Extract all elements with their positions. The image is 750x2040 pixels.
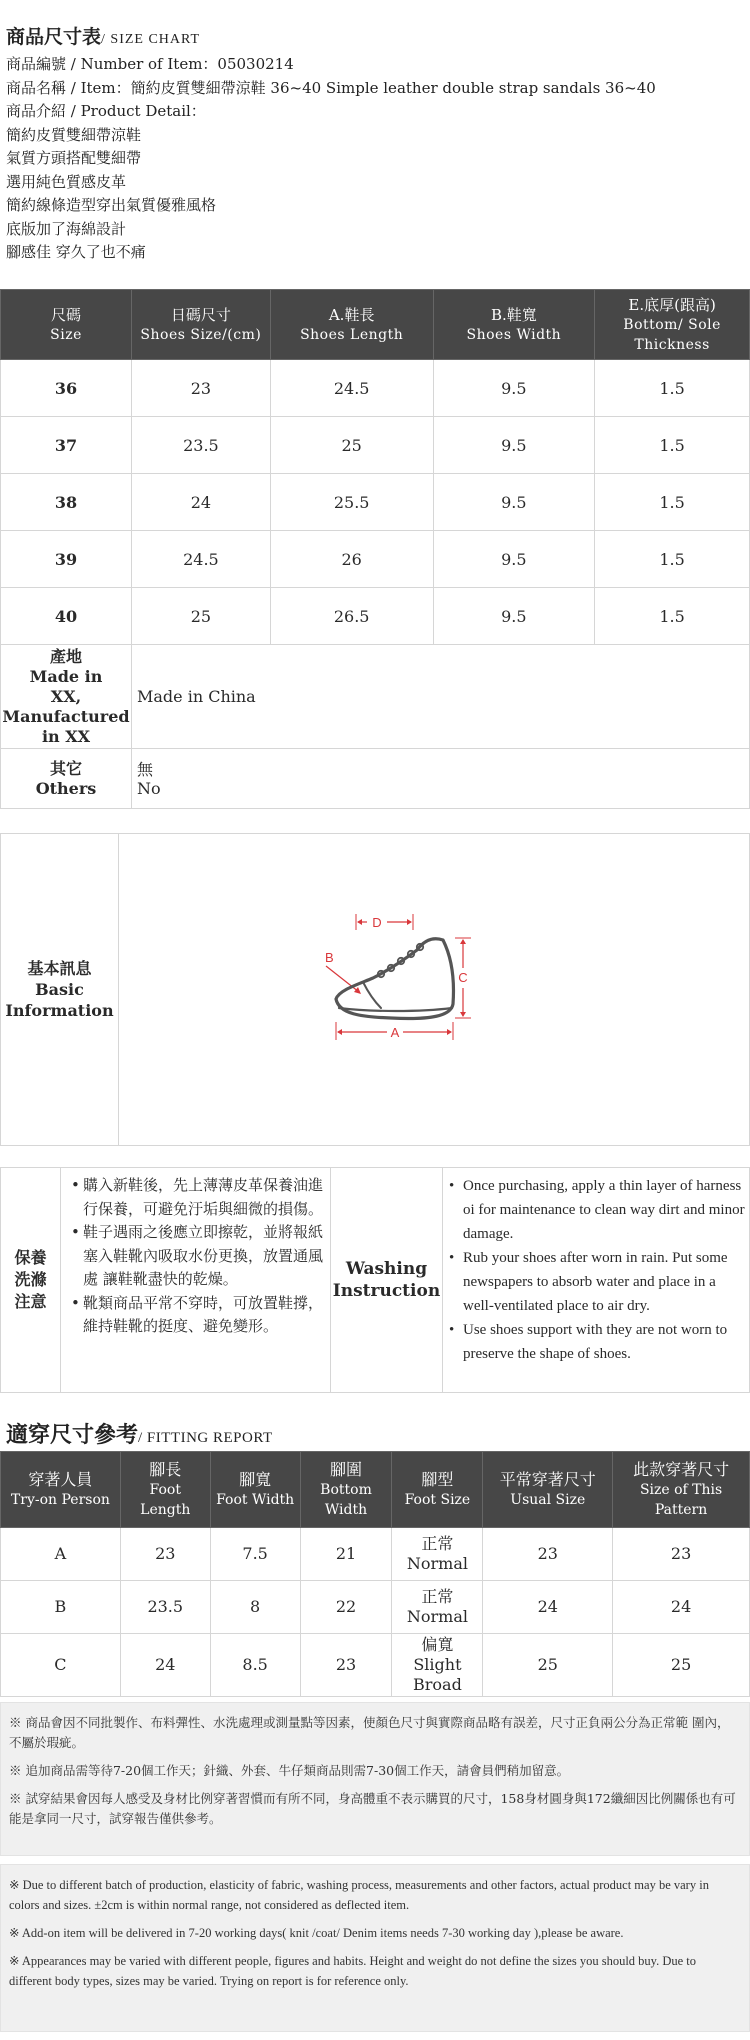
basic-info-label: 基本訊息 Basic Information xyxy=(1,834,119,1145)
note-item: ※ 商品會因不同批製作、布料彈性、水洗處理或測量點等因素，使顏色尺寸與實際商品略有誤差，尺寸正負兩公分為正常範 圍內，不屬於瑕疵。 xyxy=(9,1715,730,1750)
origin-row xyxy=(1,645,750,749)
origin-label: 產地 Made in XX, Manufactured in XX xyxy=(1,645,132,749)
cell: 24 xyxy=(131,474,270,531)
detail-line: 簡約皮質雙細帶涼鞋 xyxy=(6,125,142,144)
cell: 24 xyxy=(483,1581,613,1634)
page-title xyxy=(6,22,746,49)
note-item: ※ Appearances may be varied with different people, figures and habits. Height and weight do not define the sizes you should buy. Due to different body types, sizes may be varied. Trying on report is for reference only. xyxy=(9,1954,697,1988)
care-zh-list xyxy=(61,1168,331,1392)
others-value: 無 No xyxy=(131,749,749,809)
cell: 7.5 xyxy=(210,1528,300,1581)
washing-instruction-label: Washing Instruction xyxy=(331,1168,443,1392)
header-shoe-width: B.鞋寬 Shoes Width xyxy=(433,290,595,360)
label-c: C xyxy=(458,970,468,985)
header-sole-thickness: E.底厚(跟高) Bottom/ Sole Thickness xyxy=(595,290,750,360)
cell: 1.5 xyxy=(595,417,750,474)
basic-info-section xyxy=(0,833,750,1146)
fitting-table-header xyxy=(1,1452,750,1528)
header-person: 穿著人員 Try-on Person xyxy=(1,1452,121,1528)
list-item: • 鞋子遇雨之後應立即擦乾，並將報紙塞入鞋靴內吸取水份更換，放置通風處 讓鞋靴盡快的乾燥。 xyxy=(71,1223,324,1288)
detail-line: 腳感佳 穿久了也不痛 xyxy=(6,243,146,261)
note-item: ※ 試穿結果會因每人感受及身材比例穿著習慣而有所不同，身高體重不表示購買的尺寸，158身材圓身與172纖細因比例關係也有可能是拿同一尺寸，試穿報告僅供參考。 xyxy=(9,1791,736,1826)
fitting-title: 適穿尺寸參考/ FITTING REPORT xyxy=(6,1422,273,1448)
cell: 25 xyxy=(131,588,270,645)
list-item: • Use shoes support with they are not worn to preserve the shape of shoes. xyxy=(449,1322,728,1362)
cell: 24 xyxy=(120,1634,210,1697)
product-detail-heading: 商品介紹 / Product Detail： xyxy=(6,102,206,120)
list-item: • Rub your shoes after worn in rain. Put some newspapers to absorb water and place in a well-ventilated place to air dry. xyxy=(449,1250,728,1314)
cell: 24.5 xyxy=(270,360,433,417)
cell: A xyxy=(1,1528,121,1581)
size-table-header xyxy=(1,290,750,360)
cell: C xyxy=(1,1634,121,1697)
note-item: ※ Add-on item will be delivered in 7-20 working days( knit /coat/ Denim items needs 7-30 working day ),please be aware. xyxy=(9,1926,624,1940)
table-row xyxy=(1,474,750,531)
header-pattern-size: 此款穿著尺寸 Size of This Pattern xyxy=(613,1452,750,1528)
cell: 8.5 xyxy=(210,1634,300,1697)
cell-size: 39 xyxy=(1,531,132,588)
cell: 1.5 xyxy=(595,588,750,645)
detail-line: 選用純色質感皮革 xyxy=(6,172,127,191)
table-row xyxy=(1,588,750,645)
fitting-report-table xyxy=(0,1451,750,1697)
product-header xyxy=(6,22,746,265)
others-label: 其它 Others xyxy=(1,749,132,809)
cell: B xyxy=(1,1581,121,1634)
table-row xyxy=(1,1528,750,1581)
detail-line: 簡約線條造型穿出氣質優雅風格 xyxy=(6,196,217,214)
cell: 23 xyxy=(131,360,270,417)
cell: 26 xyxy=(270,531,433,588)
cell: 8 xyxy=(210,1581,300,1634)
cell: 9.5 xyxy=(433,417,595,474)
cell: 24 xyxy=(613,1581,750,1634)
cell: 23.5 xyxy=(131,417,270,474)
cell: 1.5 xyxy=(595,360,750,417)
cell: 9.5 xyxy=(433,588,595,645)
title-zh: 商品尺寸表 xyxy=(6,26,102,48)
table-row xyxy=(1,1634,750,1697)
cell: 23.5 xyxy=(120,1581,210,1634)
cell: 22 xyxy=(300,1581,392,1634)
cell: 23 xyxy=(300,1634,392,1697)
cell: 23 xyxy=(613,1528,750,1581)
cell-size: 36 xyxy=(1,360,132,417)
note-item: ※ Due to different batch of production, elasticity of fabric, washing process, measurements and other factors, actual product may be vary in colors and sizes. ±2cm is within normal range, not considered as deflected item. xyxy=(9,1878,709,1912)
cell-foot-type: 偏寬 Slight Broad xyxy=(392,1634,483,1697)
header-foot-length: 腳長 Foot Length xyxy=(120,1452,210,1528)
cell: 25 xyxy=(483,1634,613,1697)
header-usual-size: 平常穿著尺寸 Usual Size xyxy=(483,1452,613,1528)
cell-size: 37 xyxy=(1,417,132,474)
dimension-d-icon xyxy=(356,914,413,930)
cell: 26.5 xyxy=(270,588,433,645)
cell: 9.5 xyxy=(433,531,595,588)
others-row xyxy=(1,749,750,809)
care-section xyxy=(0,1167,750,1393)
header-shoe-size: 日碼尺寸 Shoes Size/(cm) xyxy=(131,290,270,360)
cell: 24.5 xyxy=(131,531,270,588)
table-row xyxy=(1,1581,750,1634)
shoe-outline-icon xyxy=(336,939,454,1019)
label-b: B xyxy=(325,950,334,965)
care-en-list xyxy=(443,1168,749,1392)
origin-value: Made in China xyxy=(131,645,749,749)
notes-zh xyxy=(0,1702,750,1856)
notes-en xyxy=(0,1864,750,2032)
header-shoe-length: A.鞋長 Shoes Length xyxy=(270,290,433,360)
table-row xyxy=(1,360,750,417)
header-bottom-width: 腳圍 Bottom Width xyxy=(300,1452,392,1528)
title-en: / SIZE CHART xyxy=(101,32,201,47)
list-item: • Once purchasing, apply a thin layer of harness oi for maintenance to clean way dirt and minor damage. xyxy=(449,1178,745,1242)
cell-foot-type: 正常 Normal xyxy=(392,1528,483,1581)
cell: 21 xyxy=(300,1528,392,1581)
note-item: ※ 追加商品需等待7-20個工作天；針織、外套、牛仔類商品則需7-30個工作天，請會員們稍加留意。 xyxy=(9,1763,570,1778)
header-foot-width: 腳寬 Foot Width xyxy=(210,1452,300,1528)
cell: 9.5 xyxy=(433,474,595,531)
cell: 25 xyxy=(270,417,433,474)
cell-size: 40 xyxy=(1,588,132,645)
size-chart-table xyxy=(0,289,750,809)
label-a: A xyxy=(390,1025,400,1040)
cell: 1.5 xyxy=(595,474,750,531)
care-label: 保養 洗滌 注意 xyxy=(1,1168,61,1392)
shoe-diagram xyxy=(325,904,561,1074)
cell: 23 xyxy=(120,1528,210,1581)
header-size: 尺碼 Size xyxy=(1,290,132,360)
list-item: • 靴類商品平常不穿時，可放置鞋撐，維持鞋靴的挺度、避免變形。 xyxy=(71,1293,324,1335)
label-d: D xyxy=(372,915,382,930)
cell-foot-type: 正常 Normal xyxy=(392,1581,483,1634)
table-row xyxy=(1,417,750,474)
cell: 9.5 xyxy=(433,360,595,417)
cell: 1.5 xyxy=(595,531,750,588)
header-foot-type: 腳型 Foot Size xyxy=(392,1452,483,1528)
item-number: 商品編號 / Number of Item：05030214 xyxy=(6,55,294,73)
cell: 25.5 xyxy=(270,474,433,531)
cell: 23 xyxy=(483,1528,613,1581)
table-row xyxy=(1,531,750,588)
detail-line: 氣質方頭搭配雙細帶 xyxy=(6,149,142,167)
detail-line: 底版加了海綿設計 xyxy=(6,219,127,238)
cell-size: 38 xyxy=(1,474,132,531)
cell: 25 xyxy=(613,1634,750,1697)
item-name: 商品名稱 / Item：簡約皮質雙細帶涼鞋 36~40 Simple leather double strap sandals 36~40 xyxy=(6,78,656,97)
list-item: • 購入新鞋後，先上薄薄皮革保養油進行保養，可避免汙垢與細微的損傷。 xyxy=(71,1176,324,1218)
